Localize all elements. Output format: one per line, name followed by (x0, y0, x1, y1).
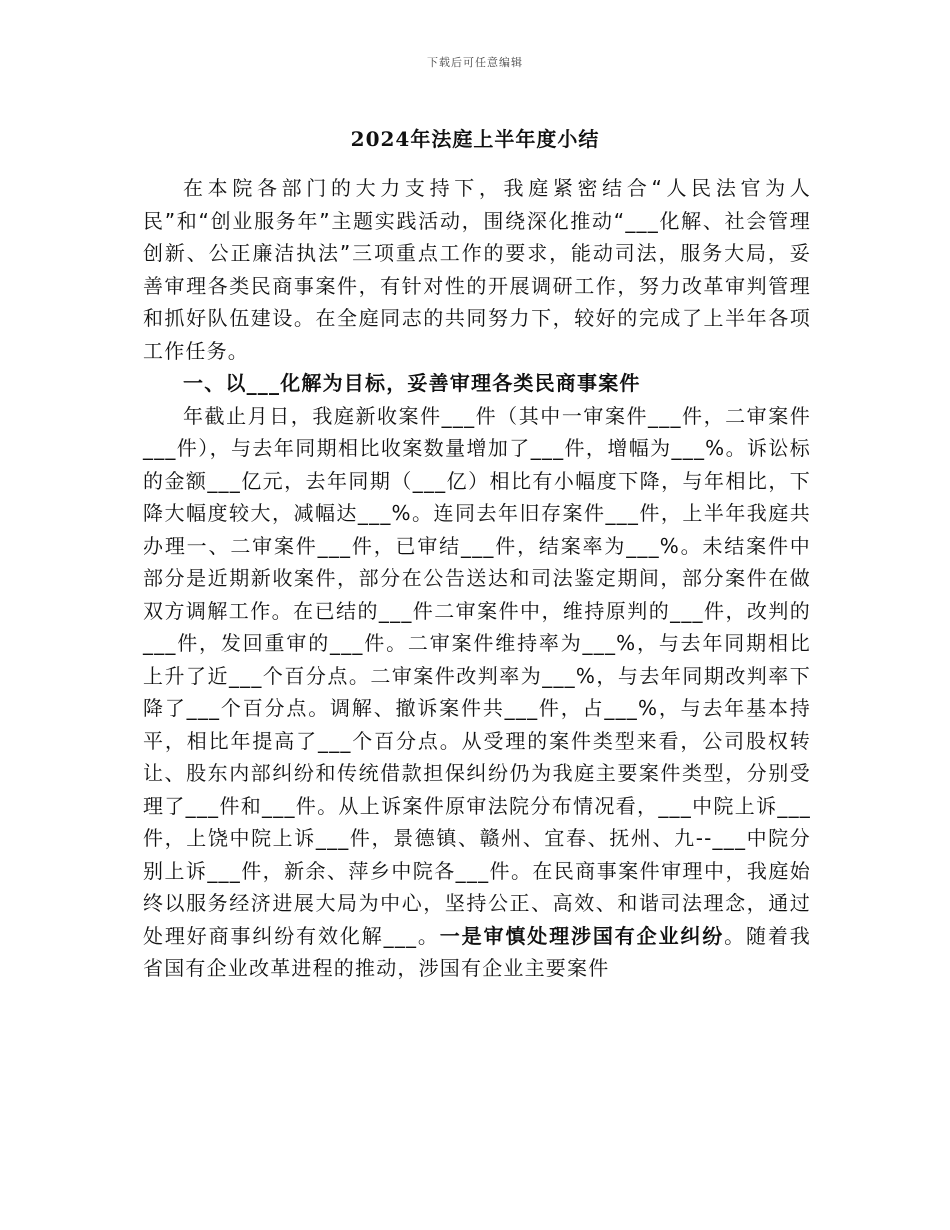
document-body (143, 172, 811, 985)
section-body-text: 年截止月日，我庭新收案件___件（其中一审案件___件，二审案件___件），与去年同期相比收案数量增加了___件，增幅为___%。诉讼标的金额___亿元，去年同期（___亿）相比有小幅度下降，与年相比，下降大幅度较大，减幅达___%。连同去年旧存案件___件，上半年我庭共办理一、二审案件___件，已审结___件，结案率为___%。未结案件中部分是近期新收案件，部分在公告送达和司法鉴定期间，部分案件在做双方调解工作。在已结的___件二审案件中，维持原判的___件，改判的___件，发回重审的___件。二审案件维持率为___%，与去年同期相比上升了近___个百分点。二审案件改判率为___%，与去年同期改判率下降了___个百分点。调解、撤诉案件共___件，占___%，与去年基本持平，相比年提高了___个百分点。从受理的案件类型来看，公司股权转让、股东内部纠纷和传统借款担保纠纷仍为我庭主要案件类型，分别受理了___件和___件。从上诉案件原审法院分布情况看，___中院上诉___件，上饶中院上诉___件，景德镇、赣州、宜春、抚州、九--___中院分别上诉___件，新余、萍乡中院各___件。在民商事案件审理中，我庭始终以服务经济进展大局为中心，坚持公正、高效、和谐司法理念，通过处理好商事纠纷有效化解___。 (143, 403, 811, 948)
intro-paragraph: 在本院各部门的大力支持下，我庭紧密结合“人民法官为人民”和“创业服务年”主题实践活动，围绕深化推动“___化解、社会管理创新、公正廉洁执法”三项重点工作的要求，能动司法，服务大局，妥善审理各类民商事案件，有针对性的开展调研工作，努力改革审判管理和抓好队伍建设。在全庭同志的共同努力下，较好的完成了上半年各项工作任务。 (143, 176, 811, 363)
section-paragraph (143, 400, 811, 985)
bold-lead-text: 一是审慎处理涉国有企业纠纷 (439, 923, 725, 948)
section-heading: 一、以___化解为目标，妥善审理各类民商事案件 (183, 371, 641, 395)
document-title: 2024年法庭上半年度小结 (350, 127, 600, 151)
page-header-note: 下载后可任意编辑 (427, 56, 523, 69)
section-tail-text: 。随着我省国有企业改革进程的推动，涉国有企业主要案件 (143, 923, 811, 980)
